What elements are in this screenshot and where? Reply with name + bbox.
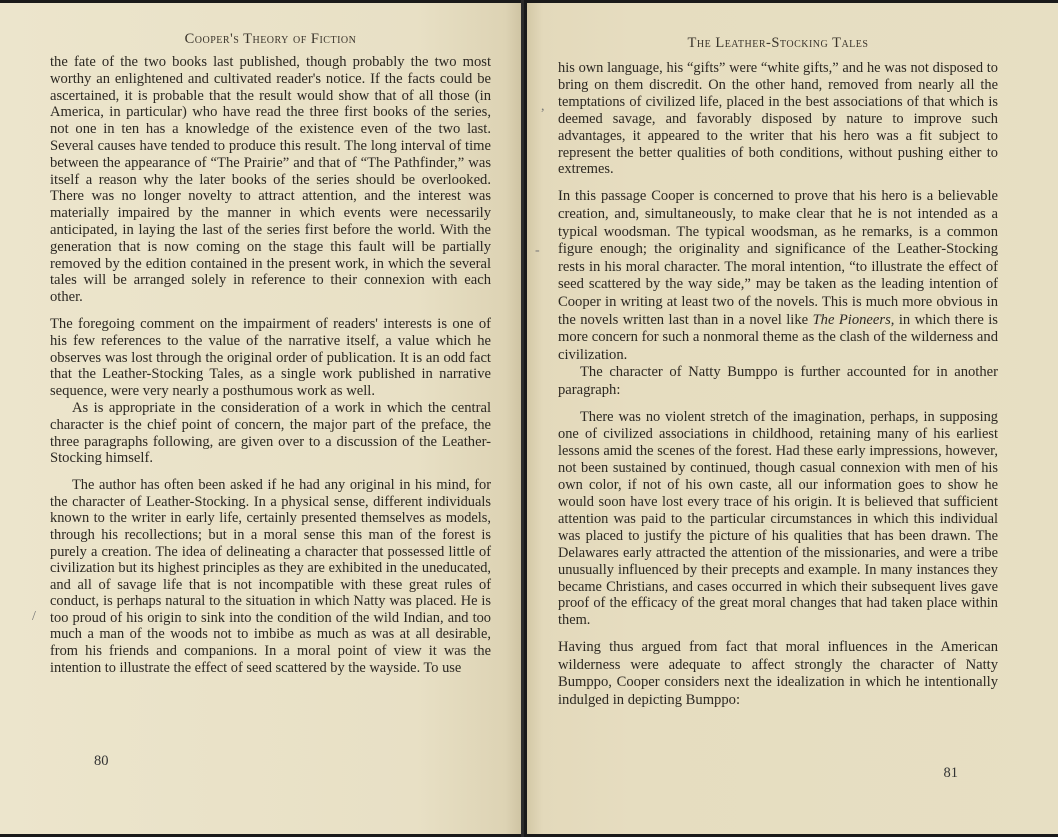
right-page (527, 3, 1058, 834)
running-head-right: The Leather-Stocking Tales (687, 35, 869, 51)
right-paragraph-2 (558, 188, 998, 364)
book-title-italic: The Pioneers (812, 311, 891, 328)
running-head-left: Cooper's Theory of Fiction (184, 31, 357, 47)
right-quote-continuation: his own language, his “gifts” were “white gifts,” and he was not disposed to bring on them discredit. On the other hand, removed from nearly all the temptations of civilized life, placed in the best associations of that which is deemed savage, and favorably disposed by nature to improve such advantages, it appeared to the writer that his hero was a fit subject to represent the better qualities of both conditions, without pushing either to extremes. (558, 60, 998, 178)
book-gutter (521, 0, 524, 837)
left-page (0, 3, 521, 834)
right-paragraph-5: Having thus argued from fact that moral influences in the American wilderness were adequate to affect strongly the character of Natty Bumppo, Cooper considers next the idealization in which he intentionally indulged in depicting Bumppo: (558, 639, 998, 709)
left-paragraph-2: The foregoing comment on the impairment of readers' interests is one of his few references to the value of the narrative itself, a value which he observes was lost through the original order of publication. It is an odd fact that the Leather-Stocking Tales, as a single work published in narrative sequence, were very nearly a posthumous work as well. (50, 315, 491, 400)
right-paragraph-3: The character of Natty Bumppo is further accounted for in another paragraph: (558, 364, 998, 398)
right-quote-paragraph: There was no violent stretch of the imagination, perhaps, in supposing one of civilized associations in childhood, retaining many of his earliest lessons amid the scenes of the forest. Had these early impressions, however, not been sustained by continued, though casual connexion with men of his own color, if not of his own caste, all our information goes to show he would soon have lost every trace of his origin. It is believed that sufficient attention was paid to the particular circumstances in which this individual was placed to justify the picture of his qualities that has been drawn. The Delawares early attracted the attention of the missionaries, and were a tribe unusually influenced by their precepts and example. In many instances they became Christians, and cases occurred in which their subsequent lives gave proof of the efficacy of the great moral changes that had taken place within them. (558, 409, 998, 629)
right-paragraph-2-end: , in which there is more concern for such a nonmoral theme as the clash of the wilderness and civilization. (558, 311, 998, 363)
page-number-right: 81 (943, 765, 958, 781)
margin-pencil-mark: / (32, 609, 36, 624)
left-paragraph-3: As is appropriate in the consideration of a work in which the central character is the chief point of concern, the major part of the preface, the three paragraphs following, are given over to a discussion of the Leather-Stocking himself. (50, 399, 491, 467)
page-number-left: 80 (94, 753, 109, 769)
right-paragraph-2-text: In this passage Cooper is concerned to prove that his hero is a believable creation, and, simultaneously, to make clear that he is not intended as a typical woodsman. The typical woodsman, as he remarks, is a common figure enough; the originality and significance of the Leather-Stocking rests in his moral character. The moral intention, “to illustrate the effect of seed scattered by the way side,” may be taken as the leading intention of Cooper in writing at least two of the novels. This is much more obvious in the novels written last than in a novel like (558, 188, 998, 328)
margin-pencil-mark-2: - (535, 243, 540, 258)
left-paragraph-1: the fate of the two books last published, though probably the two most worthy an enlightened and cultivated reader's notice. If the facts could be ascertained, it is probable that the result would show that of all those (in America, in particular) who have read the three first books of the series, not one in ten has a knowledge of the existence even of the two last. Several causes have tended to produce this result. The long interval of time between the appearance of “The Prairie” and that of “The Pathfinder,” was itself a reason why the later books of the series should be overlooked. There was no longer novelty to attract attention, and the interest was materially impaired by the manner in which events were necessarily anticipated, in laying the last of the series first before the world. With the generation that is now coming on the stage this fault will be partially removed by the edition contained in the present work, in which the several tales will be arranged solely in reference to their connexion with each other. (50, 54, 491, 306)
margin-pencil-mark-1: , (541, 99, 545, 114)
left-quote-paragraph: The author has often been asked if he had any original in his mind, for the character of Leather-Stocking. In a physical sense, different individuals known to the writer in early life, certainly presented themselves as models, through his recollections; but in a moral sense this man of the forest is purely a creation. The idea of delineating a character that possessed little of civilization but its highest principles as they are exhibited in the uneducated, and all of savage life that is not incompatible with these great rules of conduct, is perhaps natural to the situation in which Natty was placed. He is too proud of his origin to sink into the condition of the wild Indian, and too much a man of the woods not to imbibe as much as was at all desirable, from his friends and companions. In a moral point of view it was the intention to illustrate the effect of seed scattered by the wayside. To use (50, 477, 491, 676)
